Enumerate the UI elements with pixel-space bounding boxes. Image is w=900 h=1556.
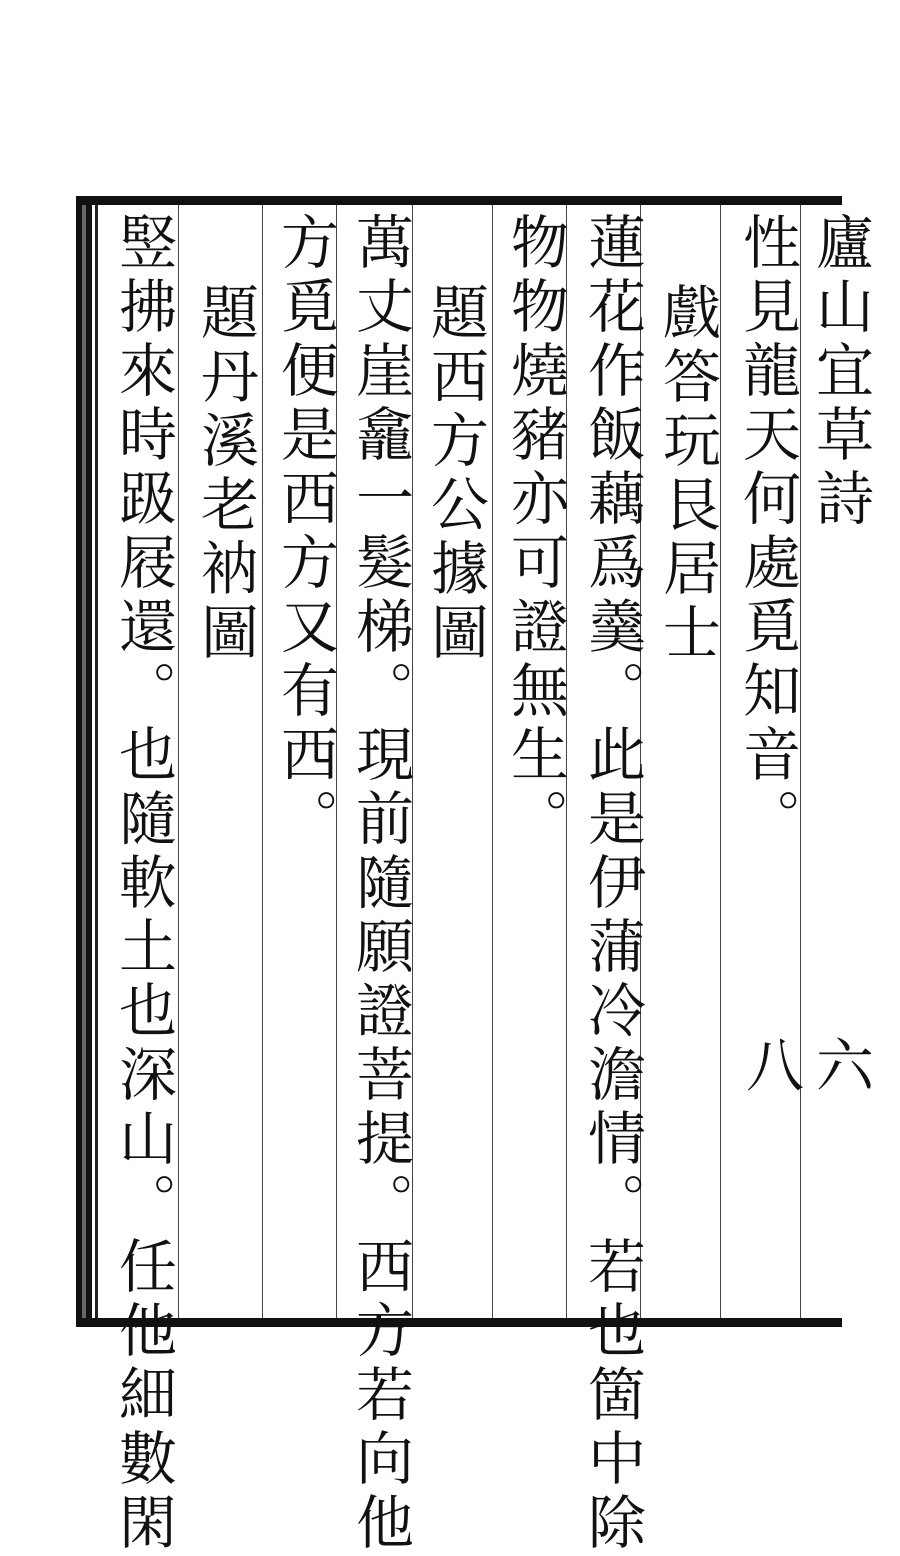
text-column-3: 蓮花作飯藕爲羹。此是伊蒲冷澹情。若也箇中除: [578, 212, 646, 1556]
text-column-7: 方覓便是西方又有西。: [271, 212, 339, 852]
frame-bottom-border: [82, 1318, 842, 1327]
text-column-2: 戲答玩艮居士: [653, 282, 721, 666]
column-rule: [178, 205, 179, 1318]
frame-left-inner-line: [95, 205, 98, 1318]
text-column-9: 竪拂來時趿屐還。也隨軟土也深山。任他細數閑: [109, 212, 177, 1556]
frame-top-border: [82, 196, 842, 205]
text-column-1: 性見龍天何處覓知音。: [733, 212, 801, 852]
text-column-8: 題丹溪老衲圖: [191, 282, 259, 666]
page-folio: 六八: [736, 1035, 874, 1093]
column-rule: [262, 205, 263, 1318]
frame-shade: [82, 205, 86, 1318]
header-title: 廬山宜草詩: [806, 212, 874, 532]
text-column-4: 物物燒豬亦可證無生。: [501, 212, 569, 852]
column-rule: [492, 205, 493, 1318]
text-column-6: 萬丈崖龕一髮梯。現前隨願證菩提。西方若向他: [346, 212, 414, 1556]
text-column-5: 題西方公據圖: [421, 282, 489, 666]
